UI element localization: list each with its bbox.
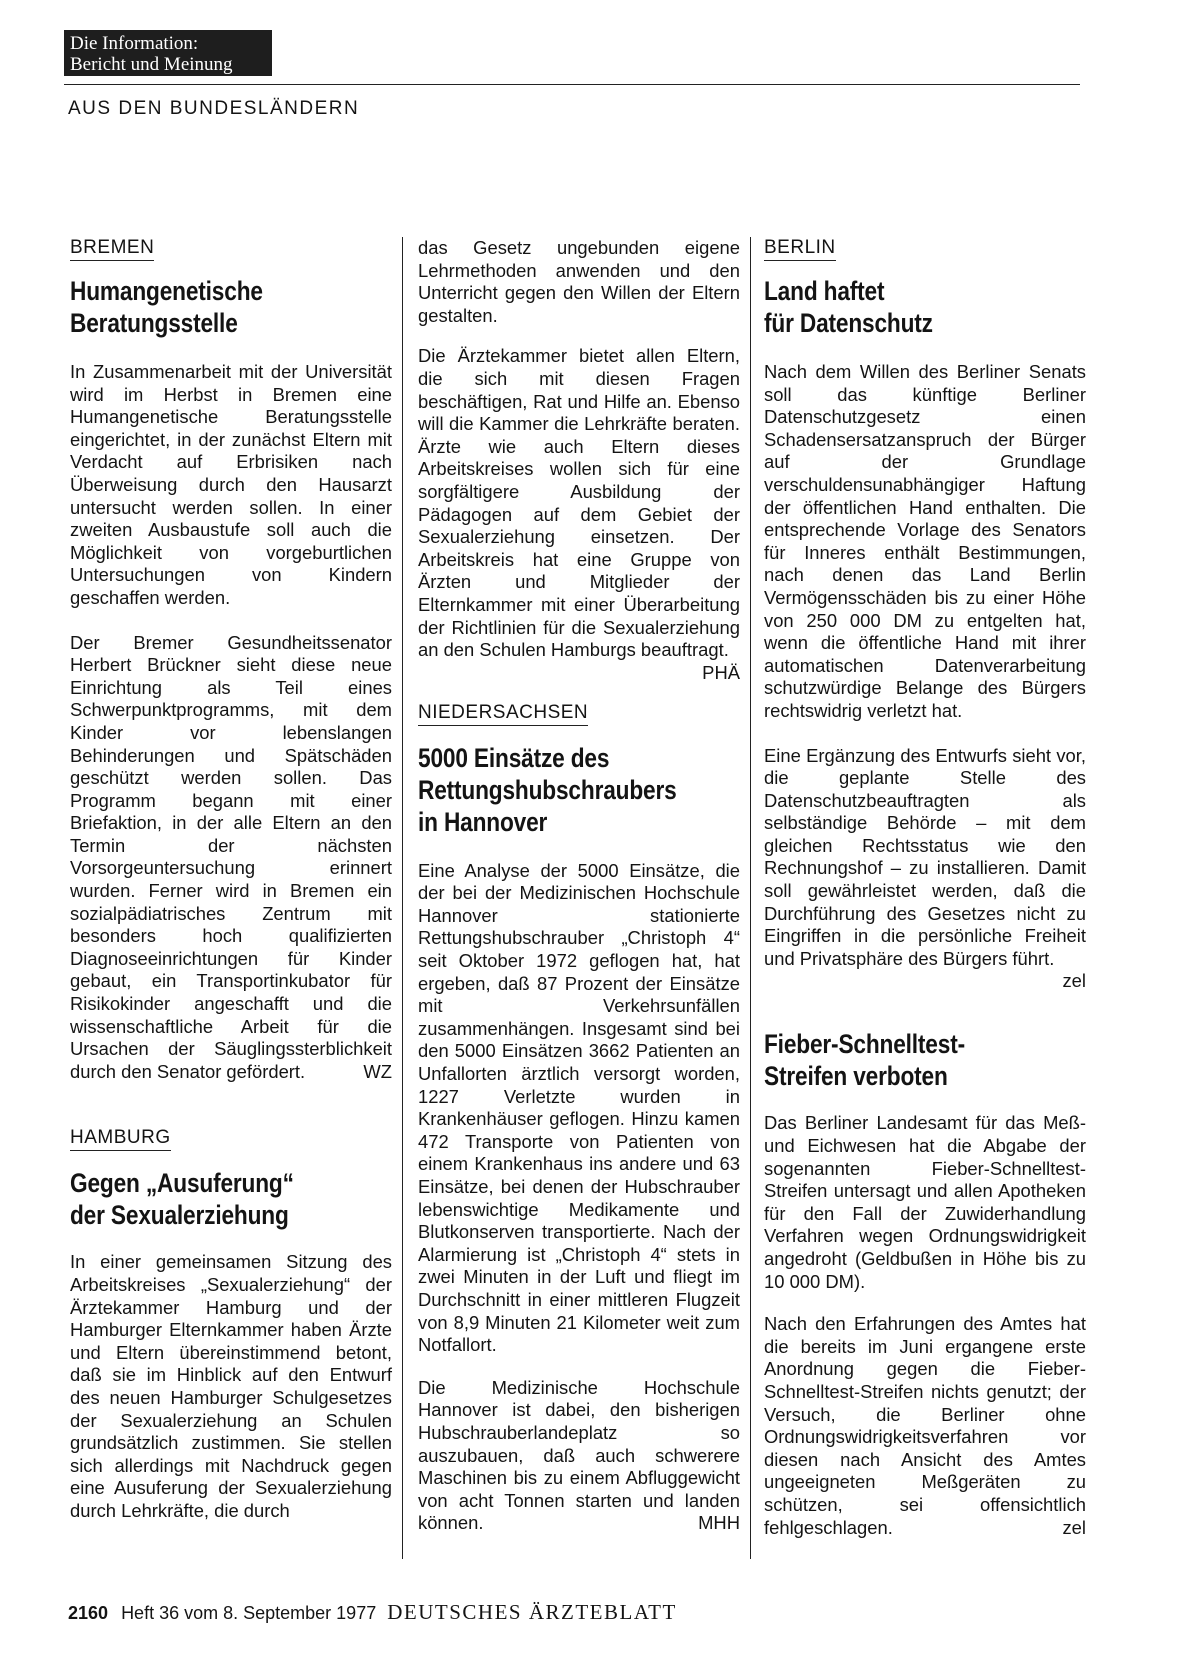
article-title <box>764 275 1086 339</box>
article-paragraph: Nach dem Willen des Berliner Senats soll das künftige Berliner Datenschutzgesetz einen Schadensersatzanspruch der Bürger auf der Grundlage verschuldensunabhängiger Haftung der öffentlichen Hand enthalten. Die entsprechende Vorlage des Senators für Inneres enthält Bestimmungen, nach denen das Land Berlin Vermögensschäden bis zu einer Höhe von 250 000 DM zu entgelten hat, wenn die öffentliche Hand mit ihrer automatischen Datenverarbeitung schutzwürdige Belange des Bürgers rechtswidrig verletzt hat. <box>764 361 1086 721</box>
author-signature: MHH <box>698 1512 740 1534</box>
region-label: NIEDERSACHSEN <box>418 702 588 726</box>
paragraph-text: Eine Ergänzung des Entwurfs sieht vor, die geplante Stelle des Datenschutzbeauftragten als selbständige Behörde – mit dem gleichen Rechtsstatus wie den Rechnungshof – zu installieren. Damit soll gewährleistet werden, daß die Durchführung des Gesetzes nicht zu Eingriffen in die persönliche Freiheit und Privatsphäre des Bürgers führt. <box>764 744 1086 969</box>
article-title <box>70 275 392 339</box>
masthead <box>64 30 272 76</box>
article-paragraph <box>764 744 1086 992</box>
region-label: HAMBURG <box>70 1127 171 1151</box>
paragraph-text: Der Bremer Gesundheitssenator Herbert Brückner sieht diese neue Einrichtung als Teil eines Schwerpunktprogramms, mit dem Kinder vor lebenslangen Behinderungen und Spätschäden geschützt werden sollen. Das Programm begann mit einer Briefaktion, in der alle Eltern an den Termin der nächsten Vorsorgeuntersuchung erinnert wurden. Ferner wird in Bremen ein sozialpädiatrisches Zentrum mit besonders hoch qualifizierten Diagnoseeinrichtungen für Kinder gebaut, ein Transportinkubator für Risikokinder angeschafft und die wissenschaftliche Arbeit für die Ursachen der Säuglingssterblichkeit durch den Senator gefördert. <box>70 631 392 1082</box>
article-paragraph-continued: das Gesetz ungebunden eigene Lehrmethoden anwenden und den Unterricht gegen den Willen der Eltern gestalten. <box>418 237 740 326</box>
article-paragraph: In einer gemeinsamen Sitzung des Arbeitskreises „Sexualerziehung“ der Ärztekammer Hamburg und der Hamburger Elternkammer haben Ärzte und Eltern übereinstimmend betont, daß sie im Hinblick auf den Entwurf des neuen Hamburger Schulgesetzes der Sexualerziehung an Schulen grundsätzlich zustimmen. Sie stellen sich allerdings mit Nachdruck gegen eine Ausuferung der Sexualerziehung durch Lehrkräfte, die durch <box>70 1251 392 1521</box>
column-divider <box>750 237 751 1559</box>
column-divider <box>402 237 403 1559</box>
author-signature: zel <box>1062 1516 1086 1538</box>
region-label: BERLIN <box>764 237 836 261</box>
title-line: Beratungsstelle <box>70 308 238 338</box>
article-paragraph <box>418 1377 740 1535</box>
author-signature: PHÄ <box>702 661 740 683</box>
issue-info: Heft 36 vom 8. September 1977 <box>121 1603 377 1623</box>
title-line: Streifen verboten <box>764 1061 948 1092</box>
paragraph-text: Die Medizinische Hochschule Hannover ist dabei, den bisherigen Hubschrauberlandeplatz so auszubauen, daß auch schwerere Maschinen bis zu einem Abfluggewicht von acht Tonnen starten und landen können. <box>418 1376 740 1534</box>
page-number: 2160 <box>68 1603 109 1623</box>
article-paragraph: In Zusammenarbeit mit der Universität wird im Herbst in Bremen eine Humangenetische Beratungsstelle eingerichtet, in der zunächst Eltern mit Verdacht auf Erbrisiken nach Überweisung durch den Hausarzt untersucht werden sollen. In einer zweiten Ausbaustufe soll auch die Möglichkeit von vorgeburtlichen Untersuchungen von Kindern geschaffen werden. <box>70 361 392 608</box>
paragraph-text: Nach den Erfahrungen des Amtes hat die bereits im Juni ergangene erste Anordnung gegen die Fieber-Schnelltest-Streifen nichts genutzt; der Versuch, die Berliner ohne Ordnungswidrigkeitsverfahren vor diesen nach Ansicht des Amtes ungeeigneten Meßgeräten zu schützen, sei offensichtlich fehlgeschlagen. <box>764 1313 1086 1538</box>
column-1 <box>70 237 392 1523</box>
title-line: für Datenschutz <box>764 308 933 338</box>
title-line: Fieber-Schnelltest- <box>764 1029 965 1060</box>
article-paragraph <box>764 1313 1086 1539</box>
masthead-line-2: Bericht und Meinung <box>70 54 233 75</box>
author-signature: zel <box>1062 970 1086 992</box>
title-line: 5000 Einsätze des <box>418 742 610 773</box>
journal-name: DEUTSCHES ÄRZTEBLATT <box>387 1600 677 1624</box>
article-title <box>764 1028 1086 1092</box>
title-line: der Sexualerziehung <box>70 1200 289 1231</box>
article-paragraph <box>418 345 740 683</box>
article-paragraph <box>70 632 392 1084</box>
column-3 <box>764 237 1086 1539</box>
article-paragraph: Eine Analyse der 5000 Einsätze, die der bei der Medizinischen Hochschule Hannover stationierte Rettungshubschrauber „Christoph 4“ seit Oktober 1972 geflogen hat, hat ergeben, daß 87 Prozent der Einsätze mit Verkehrsunfällen zusammenhängen. Insgesamt sind bei den 5000 Einsätzen 3662 Patienten an Unfallorten ärztlich versorgt worden, 1227 Verletzte wurden in Krankenhäuser geflogen. Hinzu kamen 472 Transporte von Patienten von einem Krankenhaus ins andere und 63 Einsätze, bei denen der Hubschrauber lebenswichtige Medikamente und Blutkonserven transportierte. Nach der Alarmierung ist „Christoph 4“ stets in zwei Minuten in der Luft und fliegt im Durchschnitt in einer mittleren Flugzeit von 8,9 Minuten 21 Kilometer weit zum Notfallort. <box>418 859 740 1356</box>
masthead-line-1: Die Information: <box>70 33 199 54</box>
title-line: Rettungshubschraubers <box>418 774 677 805</box>
top-rule <box>64 84 1080 85</box>
title-line: Humangenetische <box>70 276 263 306</box>
column-2 <box>418 237 740 1535</box>
article-title <box>70 1167 392 1231</box>
title-line: Gegen „Ausuferung“ <box>70 1168 294 1199</box>
section-heading: AUS DEN BUNDESLÄNDERN <box>68 98 360 119</box>
article-title <box>418 742 740 838</box>
paragraph-text: Die Ärztekammer bietet allen Eltern, die sich mit diesen Fragen beschäftigen, Rat und Hilfe an. Ebenso will die Kammer die Lehrkräfte beraten. Ärzte wie auch Eltern dieses Arbeitskreises wollen sich für eine sorgfältigere Ausbildung der Pädagogen auf dem Gebiet der Sexualerziehung einsetzen. Der Arbeitskreis hat eine Gruppe von Ärzten und Mitglieder der Elternkammer mit einer Überarbeitung der Richtlinien für die Sexualerziehung an den Schulen Hamburgs beauftragt. <box>418 345 740 661</box>
author-signature: WZ <box>363 1060 392 1082</box>
region-label: BREMEN <box>70 237 154 261</box>
title-line: Land haftet <box>764 276 885 306</box>
article-paragraph: Das Berliner Landesamt für das Meß- und Eichwesen hat die Abgabe der sogenannten Fieber-Schnelltest-Streifen untersagt und allen Apotheken für den Fall der Zuwiderhandlung Verfahren wegen Ordnungswidrigkeit angedroht (Geldbußen in Höhe bis zu 10 000 DM). <box>764 1112 1086 1292</box>
title-line: in Hannover <box>418 806 548 837</box>
page-footer <box>68 1600 677 1625</box>
